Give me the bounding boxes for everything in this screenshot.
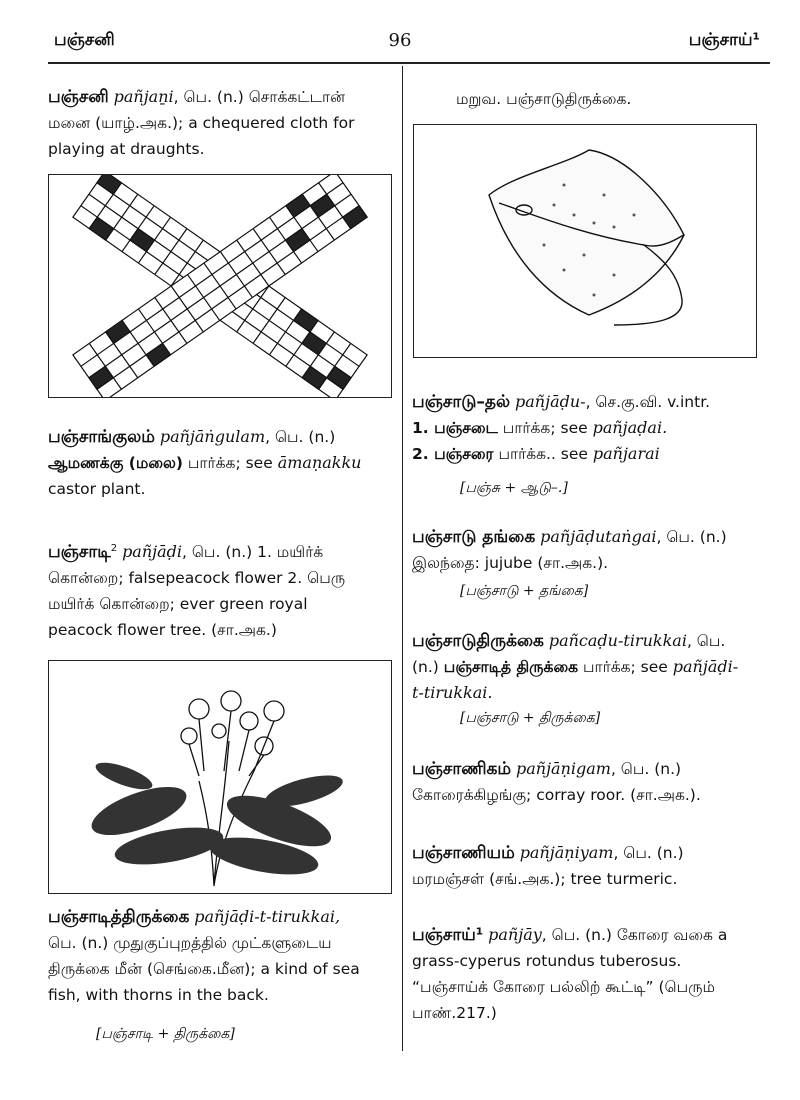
- sense-number: 1.: [412, 419, 429, 437]
- entry-text: இலந்தை: jujube (சா.அக.).: [412, 554, 609, 572]
- superscript: 2: [110, 543, 118, 554]
- transliteration: pañjaṉi: [113, 87, 174, 106]
- headword: பஞ்சாங்குலம்: [48, 427, 155, 447]
- etymology: [பஞ்சாடு + தங்கை]: [460, 583, 589, 599]
- entry-text: (n.): [412, 658, 444, 676]
- transliteration: pañjaḍai.: [592, 418, 668, 437]
- sense-number: 2.: [412, 445, 429, 463]
- column-divider: [402, 66, 403, 1051]
- entry-panjay: [412, 922, 727, 1026]
- entry-panjanigam: [412, 756, 701, 808]
- chequered-cloth-illustration: [48, 174, 392, 398]
- entry-text: கோரைக்கிழங்கு; corray roor. (சா.அக.).: [412, 786, 701, 804]
- transliteration: pañjāṅgulam: [159, 427, 266, 446]
- transliteration: pañjāṇigam: [515, 759, 611, 778]
- entry-text: மயிர்க் கொன்றை; ever green royal: [48, 595, 308, 614]
- headword: பஞ்சாணிகம்: [412, 759, 512, 779]
- entry-text: பார்க்க; see: [497, 419, 593, 437]
- entry-text: பெ. (n.) முதுகுப்புறத்தில் முட்களுடைய: [48, 934, 332, 952]
- entry-text: , பெ. (n.): [610, 760, 682, 778]
- headword: பஞ்சனி: [48, 87, 109, 107]
- transliteration: pañjāḍu-: [515, 392, 586, 411]
- cross-reference: ஆமணக்கு (மலை): [48, 454, 183, 472]
- headword: பஞ்சாடித்திருக்கை: [48, 907, 190, 927]
- entry-text: grass-cyperus rotundus tuberosus.: [412, 952, 682, 970]
- transliteration: t-tirukkai.: [412, 683, 493, 702]
- etymology: [பஞ்சாடு + திருக்கை]: [460, 710, 601, 726]
- entry-text: மனை (யாழ்.அக.); a chequered cloth for: [48, 114, 355, 132]
- chequered-cloth-drawing: [49, 175, 391, 397]
- entry-text: பார்க்க; see: [578, 658, 673, 676]
- entry-text: , பெ. (n.) கோரை வகை a: [541, 926, 728, 944]
- citation: பாண்.217.): [412, 1004, 497, 1022]
- entry-panjadu-tangai: [412, 524, 727, 576]
- page-number: 96: [388, 30, 412, 51]
- entry-panjadu-tal: [412, 389, 710, 467]
- entry-text: மரமஞ்சள் (சங்.அக.); tree turmeric.: [412, 870, 678, 888]
- entry-text: playing at draughts.: [48, 140, 205, 158]
- entry-text: castor plant.: [48, 480, 146, 498]
- header-rule: [48, 62, 770, 64]
- entry-text: , செ.கு.வி. v.intr.: [585, 393, 711, 411]
- entry-panjaniyam: [412, 840, 684, 892]
- entry-text: கொன்றை; falsepeacock flower 2. பெரு: [48, 569, 346, 588]
- cross-reference: பஞ்சடை: [428, 419, 498, 437]
- stingray-drawing: [414, 125, 756, 357]
- transliteration: pañjāḍutaṅgai: [540, 527, 657, 546]
- etymology: [பஞ்சாடி + திருக்கை]: [96, 1026, 235, 1042]
- transliteration: pañjāḍi-: [672, 657, 739, 676]
- transliteration: pañjarai: [592, 444, 660, 463]
- quotation: “பஞ்சாய்க் கோரை பல்லிற் கூட்டி” (பெரும்: [412, 978, 715, 996]
- entry-text: , பெ. (n.) சொக்கட்டான்: [173, 88, 346, 106]
- entry-panjani: [48, 84, 355, 162]
- etymology: [பஞ்சு + ஆடு–.]: [460, 480, 568, 496]
- stingray-illustration: [413, 124, 757, 358]
- headword: பஞ்சாடி: [48, 542, 111, 563]
- running-head-right: பஞ்சாய்¹: [688, 30, 760, 50]
- entry-text: fish, with thorns in the back.: [48, 986, 269, 1004]
- entry-text: பார்க்க.. see: [493, 445, 593, 463]
- cross-reference: பஞ்சரை: [428, 445, 494, 463]
- cross-reference: பஞ்சாடித் திருக்கை: [443, 658, 579, 676]
- entry-text: பார்க்க; see: [182, 454, 278, 472]
- entry-text: , பெ. (n.): [656, 528, 727, 546]
- transliteration: pañjāṇiyam: [519, 843, 614, 862]
- transliteration: pañcaḍu-tirukkai: [548, 631, 687, 650]
- headword: பஞ்சாடுதிருக்கை: [412, 631, 544, 651]
- entry-panjadu-tirukkai: [412, 628, 738, 706]
- entry-text: மறுவ. பஞ்சாடுதிருக்கை.: [456, 90, 632, 108]
- entry-text: , பெ. (n.): [265, 428, 336, 446]
- entry-text: திருக்கை மீன் (செங்கை.மீன); a kind of sea: [48, 960, 360, 978]
- headword: பஞ்சாணியம்: [412, 843, 515, 863]
- entry-text: , பெ. (n.) 1. மயிர்க்: [182, 543, 324, 562]
- entry-text: , பெ. (n.): [613, 844, 684, 862]
- headword: பஞ்சாடு தங்கை: [412, 527, 536, 547]
- peacock-flower-drawing: [49, 661, 391, 893]
- transliteration: āmaṇakku: [277, 453, 362, 472]
- transliteration: pañjāḍi-t-tirukkai,: [194, 907, 341, 926]
- transliteration: pañjāy: [488, 925, 542, 944]
- entry-synonym: [456, 86, 631, 112]
- headword: பஞ்சாய்¹: [412, 925, 484, 945]
- running-head-left: பஞ்சனி: [54, 30, 115, 50]
- headword: பஞ்சாடு–தல்: [412, 392, 511, 412]
- peacock-flower-illustration: [48, 660, 392, 894]
- entry-text: , பெ.: [686, 632, 726, 650]
- entry-panjangulam: [48, 424, 361, 502]
- transliteration: pañjāḍi: [122, 542, 183, 562]
- entry-panjadi: [48, 536, 345, 643]
- entry-text: peacock flower tree. (சா.அக.): [48, 621, 277, 640]
- entry-panjadi-t-tirukkai: [48, 904, 360, 1008]
